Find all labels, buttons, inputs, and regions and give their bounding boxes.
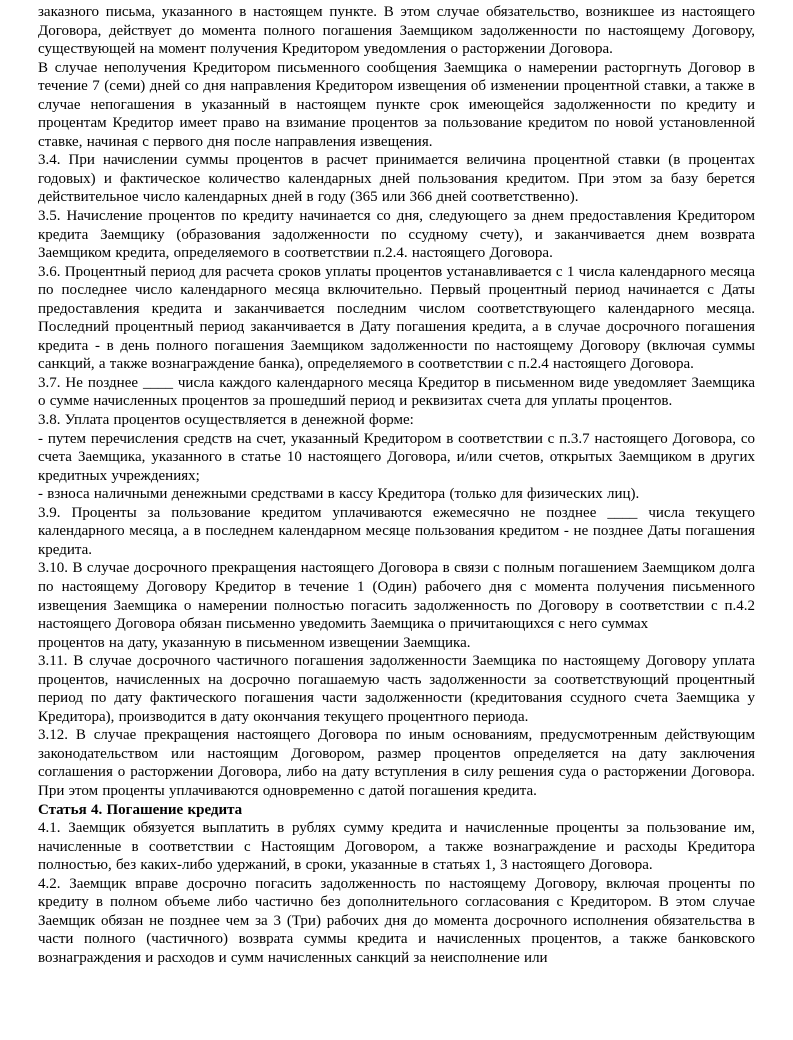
paragraph: 3.5. Начисление процентов по кредиту начинается со дня, следующего за днем предоставления Кредитором кредита Заемщику (образования задолженности по ссудному счету), и заканчивается днем возврата Заемщиком кредита, определяемого в соответствии п.2.4. настоящего Договора. bbox=[38, 208, 755, 262]
section-heading: Статья 4. Погашение кредита bbox=[38, 801, 243, 818]
paragraph: В случае неполучения Кредитором письменного сообщения Заемщика о намерении расторгнуть Договор в течение 7 (семи) дней со дня направления Кредитором извещения об изменении процентной ставки, а также в случае непогашения в указанный в настоящем пункте срок имеющейся задолженности по кредиту и процентам Кредитор имеет право на взимание процентов за пользование кредитом по новой установленной ставке, начиная с первого дня после направления извещения. bbox=[38, 59, 755, 150]
paragraph: 3.11. В случае досрочного частичного погашения задолженности Заемщика по настоящему Договору уплата процентов, начисленных на досрочно погашаемую часть задолженности за соответствующий процентный период по дату фактического погашения части задолженности (кредитования ссудного счета Заемщика у Кредитора), производится в дату окончания текущего процентного периода. bbox=[38, 653, 755, 725]
paragraph: заказного письма, указанного в настоящем пункте. В этом случае обязательство, возникшее из настоящего Договора, действует до момента полного погашения Заемщиком задолженности по настоящему Договору, существующей на момент получения Кредитором уведомления о расторжении Договора. bbox=[38, 4, 755, 58]
paragraph: 3.8. Уплата процентов осуществляется в денежной форме: bbox=[38, 412, 414, 429]
paragraph: 3.12. В случае прекращения настоящего Договора по иным основаниям, предусмотренным действующим законодательством или настоящим Договором, размер процентов определяется на дату заключения соглашения о расторжении Договора, либо на дату вступления в силу решения суда о расторжении Договора. При этом проценты уплачиваются одновременно с датой погашения кредита. bbox=[38, 727, 755, 799]
paragraph: 3.7. Не позднее ____ числа каждого календарного месяца Кредитор в письменном виде уведомляет Заемщика о сумме начисленных процентов за прошедший период и реквизитах счета для уплаты процентов. bbox=[38, 374, 755, 410]
paragraph: 3.10. В случае досрочного прекращения настоящего Договора в связи с полным погашением Заемщиком долга по настоящему Договору Кредитор в течение 1 (Один) рабочего дня с момента получения письменного извещения Заемщика о намерении полностью погасить задолженность по Договору в соответствии с п.4.2 настоящего Договора обязан письменно уведомить Заемщика о причитающихся с него суммах bbox=[38, 560, 755, 633]
paragraph: - путем перечисления средств на счет, указанный Кредитором в соответствии с п.3.7 настоящего Договора, со счета Заемщика, указанного в статье 10 настоящего Договора, и/или счетов, открытых Заемщиком в других кредитных учреждениях; bbox=[38, 430, 755, 484]
paragraph: процентов на дату, указанную в письменном извещении Заемщика. bbox=[38, 634, 471, 651]
paragraph: - взноса наличными денежными средствами в кассу Кредитора (только для физических лиц). bbox=[38, 486, 640, 503]
paragraph: 4.1. Заемщик обязуется выплатить в рублях сумму кредита и начисленные проценты за пользование им, начисленные в соответствии с Настоящим Договором, а также вознаграждение и расходы Кредитора полностью, без каких-либо удержаний, в сроки, указанные в статьях 1, 3 настоящего Договора. bbox=[38, 820, 755, 874]
paragraph: 4.2. Заемщик вправе досрочно погасить задолженность по настоящему Договору, включая проценты по кредиту в полном объеме либо частично без дополнительного согласования с Кредитором. В этом случае Заемщик обязан не позднее чем за 3 (Три) рабочих дня до момента досрочного исполнения обязательства в части полного (частичного) возврата суммы кредита и начисленных процентов, а также банковского вознаграждения и расходов и сумм начисленных санкций за неисполнение или bbox=[38, 875, 755, 966]
paragraph: 3.6. Процентный период для расчета сроков уплаты процентов устанавливается с 1 числа календарного месяца по последнее число календарного месяца включительно. Первый процентный период начинается с Даты предоставления кредита и заканчивается последним числом соответствующего календарного месяца. Последний процентный период заканчивается в Дату погашения кредита, а в случае досрочного погашения кредита - в день полного погашения Заемщиком задолженности по настоящему Договору (включая суммы санкций, а также вознаграждение банка), определяемого в соответствии с п.2.4 настоящего Договора. bbox=[38, 263, 755, 373]
contract-text bbox=[38, 3, 755, 967]
paragraph: 3.4. При начислении суммы процентов в расчет принимается величина процентной ставки (в процентах годовых) и фактическое количество календарных дней пользования кредитом. При этом за базу берется действительное число календарных дней в году (365 или 366 дней соответственно). bbox=[38, 152, 755, 206]
paragraph: 3.9. Проценты за пользование кредитом уплачиваются ежемесячно не позднее ____ числа текущего календарного месяца, а в последнем календарном месяце пользования кредитом - не позднее Даты погашения кредита. bbox=[38, 504, 755, 558]
